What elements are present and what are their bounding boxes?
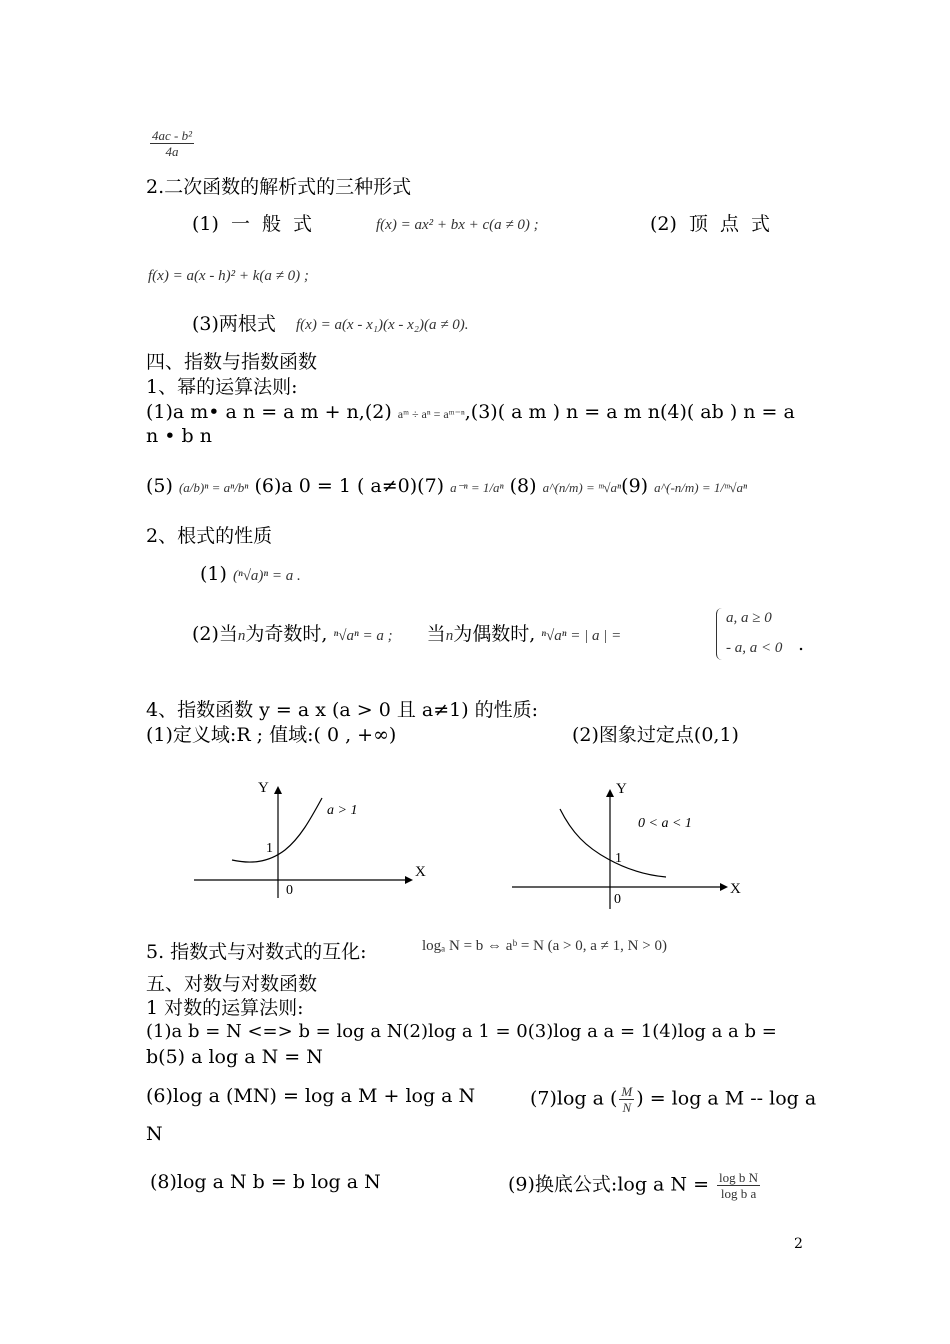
form-vertex-formula: f(x) = a(x - h)² + k(a ≠ 0) ; bbox=[148, 268, 309, 284]
graph-a-greater-than-1 bbox=[190, 770, 440, 900]
y-label: Y bbox=[616, 781, 627, 797]
section-4-2-title: 2、根式的性质 bbox=[146, 525, 273, 547]
power-rule-7-formula: a⁻ⁿ = 1/aⁿ bbox=[450, 480, 504, 495]
power-rule-6: (6)a 0 = 1 ( a≠0) bbox=[254, 475, 418, 497]
power-rules-line bbox=[146, 400, 795, 426]
graph-a-less-than-1 bbox=[508, 775, 768, 915]
fraction-denominator: N bbox=[619, 1099, 634, 1115]
power-rule-2-label: ,(2) bbox=[358, 401, 392, 423]
fraction-numerator: 4ac - b² bbox=[152, 128, 192, 143]
fraction-denominator: 4a bbox=[150, 143, 194, 159]
even-case-formula: ⁿ√aⁿ = | a | = bbox=[541, 628, 622, 644]
radical-property-1-formula: (ⁿ√a)ⁿ = a . bbox=[232, 568, 301, 584]
form-roots-formula: f(x) = a(x - x₁)(x - x₂)(a ≠ 0). bbox=[296, 317, 469, 333]
power-rule-8-formula: a^(n/m) = ᵐ√aⁿ bbox=[542, 480, 622, 495]
one-label: 1 bbox=[615, 851, 622, 866]
fraction-numerator: M bbox=[621, 1084, 633, 1099]
one-label: 1 bbox=[266, 841, 273, 856]
radical-property-1-label: (1) bbox=[200, 563, 227, 585]
variable-n: n bbox=[445, 628, 454, 644]
fraction-denominator: log b a bbox=[717, 1185, 760, 1201]
top-fraction bbox=[148, 128, 196, 159]
origin-label: 0 bbox=[614, 892, 621, 907]
power-rule-4: (4)( ab ) n = a bbox=[659, 401, 795, 423]
power-rule-4-cont: n • b n bbox=[146, 425, 212, 447]
x-axis-arrow bbox=[720, 883, 728, 891]
exp-log-conversion-formula: logₐ N = b ⇔ aᵇ = N (a > 0, a ≠ 1, N > 0) bbox=[422, 938, 667, 954]
power-rule-2-formula: aᵐ ÷ aⁿ = aᵐ⁻ⁿ bbox=[397, 407, 465, 421]
page-number: 2 bbox=[794, 1236, 803, 1252]
origin-label: 0 bbox=[286, 883, 293, 898]
x-label: X bbox=[415, 864, 426, 880]
radical-property-1 bbox=[200, 562, 301, 588]
piecewise-case-1: a, a ≥ 0 bbox=[726, 610, 772, 626]
log-rule-7 bbox=[530, 1084, 816, 1115]
form-roots-label: (3)两根式 bbox=[192, 313, 276, 335]
log-rule-7-rest: ) = log a M -- log a bbox=[636, 1087, 817, 1110]
exp-domain-range: (1)定义域:R ; 值域:( 0 , +∞) bbox=[146, 724, 397, 746]
x-label: X bbox=[730, 881, 741, 897]
even-case-prefix: 当 bbox=[426, 623, 446, 645]
power-rule-1: (1)a m• a n = a m + n bbox=[146, 401, 359, 423]
log-rules-line-2: b(5) a log a N = N bbox=[146, 1046, 323, 1068]
odd-case-formula: ⁿ√aⁿ = a ; bbox=[333, 628, 393, 644]
log-rule-6: (6)log a (MN) = log a M + log a N bbox=[146, 1085, 476, 1107]
form-general-formula: f(x) = ax² + bx + c(a ≠ 0) ; bbox=[376, 217, 539, 233]
power-rules-line-2 bbox=[146, 474, 747, 500]
radical-property-2 bbox=[192, 622, 621, 648]
power-rule-7-label: (7) bbox=[417, 475, 445, 497]
section-4-title: 四、指数与指数函数 bbox=[146, 351, 318, 373]
power-rule-3: ,(3)( a m ) n = a m n bbox=[464, 401, 660, 423]
section-4-1-title: 1、幂的运算法则: bbox=[146, 376, 298, 398]
form-vertex-label: (2) 顶 点 式 bbox=[650, 213, 771, 235]
piecewise-case-2: - a, a < 0 bbox=[726, 640, 783, 656]
power-rule-8-label: (8) bbox=[509, 475, 537, 497]
fraction-numerator: log b N bbox=[719, 1170, 759, 1185]
log-rule-8: (8)log a N b = b log a N bbox=[150, 1171, 381, 1193]
y-axis-arrow bbox=[606, 789, 614, 797]
radical-property-2-label: (2)当 bbox=[192, 623, 238, 645]
log-rules-line-1: (1)a b = N <=> b = log a N(2)log a 1 = 0(3)log a a = 1(4)log a a b = bbox=[146, 1021, 777, 1042]
odd-case-text: 为奇数时, bbox=[245, 623, 328, 645]
section-4-4-title: 4、指数函数 y = a x (a > 0 且 a≠1) 的性质: bbox=[146, 699, 539, 721]
even-case-text: 为偶数时, bbox=[453, 623, 536, 645]
form-general-label: (1) 一 般 式 bbox=[192, 213, 313, 235]
exp-log-conversion-title: 5. 指数式与对数式的互化: bbox=[146, 941, 367, 963]
condition-label: a > 1 bbox=[327, 803, 358, 818]
piecewise-end: . bbox=[798, 633, 805, 655]
log-rule-7-label: (7)log a ( bbox=[530, 1087, 618, 1110]
piecewise-brace bbox=[716, 608, 725, 660]
log-rule-9-label: (9)换底公式:log a N = bbox=[508, 1173, 709, 1196]
y-axis-arrow bbox=[274, 786, 282, 794]
section-5-1-title: 1 对数的运算法则: bbox=[146, 997, 304, 1019]
power-rule-5-label: (5) bbox=[146, 475, 173, 497]
log-rule-7-cont: N bbox=[146, 1123, 163, 1145]
log-rule-9 bbox=[508, 1170, 762, 1201]
condition-label: 0 < a < 1 bbox=[638, 816, 692, 831]
curve bbox=[232, 798, 322, 862]
y-label: Y bbox=[258, 780, 269, 796]
x-axis-arrow bbox=[405, 876, 413, 884]
section-2-title: 2.二次函数的解析式的三种形式 bbox=[146, 176, 412, 198]
power-rule-9-label: (9) bbox=[621, 475, 649, 497]
section-5-title: 五、对数与对数函数 bbox=[146, 973, 318, 995]
power-rule-9-formula: a^(-n/m) = 1/ᵐ√aⁿ bbox=[654, 480, 748, 495]
power-rule-5-formula: (a/b)ⁿ = aⁿ/bⁿ bbox=[178, 480, 249, 495]
variable-n: n bbox=[237, 628, 246, 644]
exp-fixed-point: (2)图象过定点(0,1) bbox=[572, 724, 739, 746]
